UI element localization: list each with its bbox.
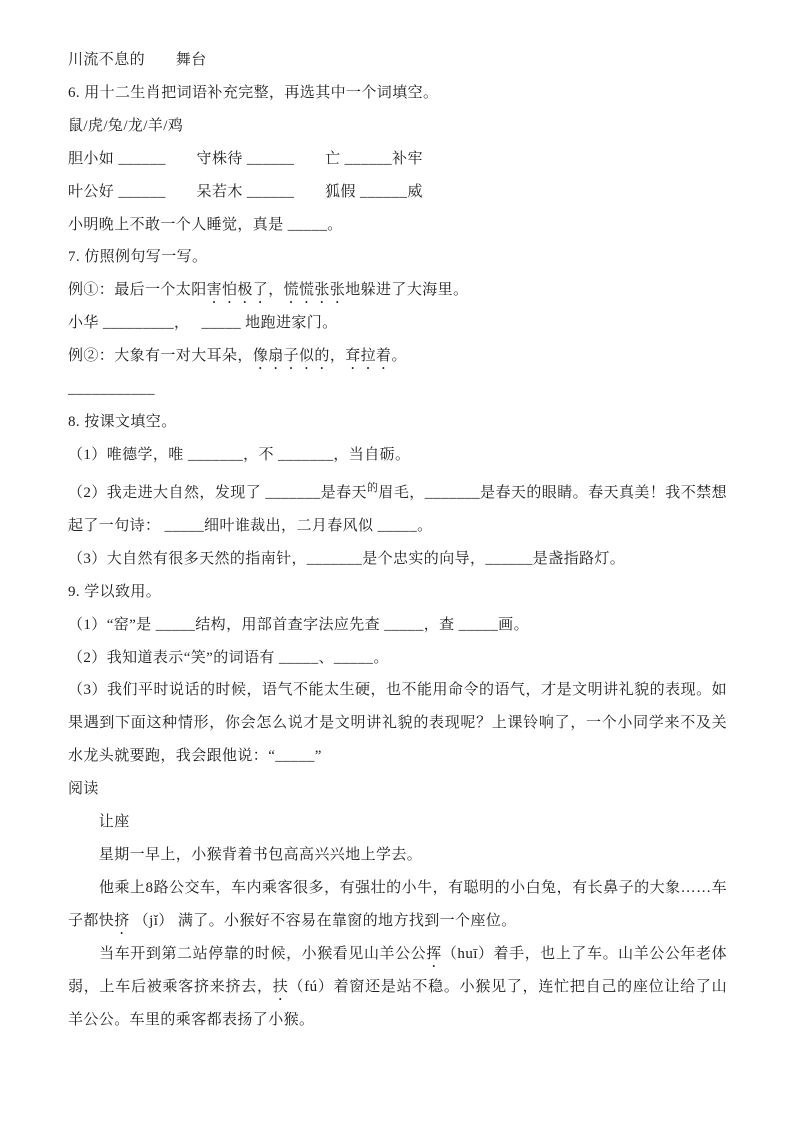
text-segment: 小华 _________， _____ 地跑进家门。 (68, 315, 338, 332)
imitation-blank-line (68, 307, 727, 340)
text-segment: 例①：最后一个太阳 (68, 282, 207, 299)
text-segment: ___________ (68, 381, 155, 398)
text-segment: 。 (391, 348, 407, 365)
text-segment: 鼠/虎/兔/龙/羊/鸡 (68, 117, 184, 134)
superscript-text: 的 (366, 481, 379, 494)
text-segment: 7. 仿照例句写一写。 (68, 249, 208, 266)
question-7-prompt (68, 241, 727, 274)
emphasized-text: 扶 (272, 978, 289, 995)
text-segment: ， (329, 348, 346, 365)
question-8-item-1 (68, 439, 727, 472)
reading-paragraph-3 (68, 938, 727, 1037)
text-segment: ， (268, 282, 284, 299)
reading-paragraph-1 (68, 839, 727, 872)
text-segment: 眉毛，_______是春天的眼睛。春天真美！我不禁想起了一句诗： _____细叶谁裁出，二月春风似 _____。 (68, 484, 727, 534)
zodiac-options (68, 110, 727, 143)
emphasized-text: 耷拉着 (345, 348, 392, 365)
reading-paragraph-2 (68, 872, 727, 938)
text-segment: （2）我走进大自然，发现了 _______是春天 (68, 484, 367, 501)
text-segment: 9. 学以致用。 (68, 583, 162, 600)
emphasized-text: 害怕极了 (206, 282, 269, 299)
text-segment: （1）“窑”是 _____结构，用部首查字法应先查 _____，查 _____画。 (68, 616, 529, 633)
text-segment: 阅读 (68, 781, 99, 798)
text-segment: 川流不息的 舞台 (68, 52, 207, 68)
example-sentence-2 (68, 340, 727, 373)
text-segment: （huī）着手，也上了车。山羊公公年老体弱，上车后被乘客挤来挤去， (68, 945, 728, 995)
question-8-item-2 (68, 472, 727, 543)
question-8-item-3 (68, 543, 727, 576)
fill-phrase-line (68, 44, 727, 77)
text-segment: 当车开到第二站停靠的时候，小猴看见山羊公公 (68, 945, 427, 962)
idiom-blanks-row-2 (68, 176, 727, 209)
question-9-prompt (68, 576, 727, 609)
text-segment: 星期一早上，小猴背着书包高高兴兴地上学去。 (68, 846, 423, 863)
answer-blank-line (68, 373, 727, 406)
reading-section-label (68, 773, 727, 806)
emphasized-text: 挥 (426, 945, 442, 962)
idiom-blanks-row-1 (68, 143, 727, 176)
text-segment: （3）大自然有很多天然的指南针，_______是个忠实的向导，______是盏指路灯。 (68, 550, 626, 567)
text-segment: 6. 用十二生肖把词语补充完整，再选其中一个词填空。 (68, 84, 439, 101)
question-6-prompt (68, 77, 727, 110)
text-segment: （1）唯德学，唯 _______，不 _______，当自砺。 (68, 447, 411, 464)
text-segment: 胆小如 ______ 守株待 ______ 亡 ______补牢 (68, 150, 423, 167)
emphasized-text: 像扇子似的 (252, 348, 330, 365)
text-segment: （jǐ） 满了。小猴好不容易在靠窗的地方找到一个座位。 (129, 912, 517, 929)
text-segment: 例②：大象有一对大耳朵， (68, 348, 253, 365)
text-segment: 叶公好 ______ 呆若木 ______ 狐假 ______威 (68, 183, 423, 200)
question-8-prompt (68, 406, 727, 439)
text-segment: （2）我知道表示“笑”的词语有 _____、_____。 (68, 649, 389, 666)
text-segment: 地躲进了大海里。 (345, 282, 469, 299)
text-segment: 让座 (68, 814, 130, 831)
text-segment: 小明晚上不敢一个人睡觉，真是 _____。 (68, 216, 343, 233)
text-segment: 他乘上8路公交车，车内乘客很多，有强壮的小牛，有聪明的小白兔，有长鼻子的大象……车子都快 (68, 879, 727, 929)
text-segment: （3）我们平时说话的时候，语气不能太生硬，也不能用命令的语气，才是文明讲礼貌的表现。如果遇到下面这种情形，你会怎么说才是文明讲礼貌的表现呢？上课铃响了，一个小同学来不及关水龙头就要跑，我会跟他说：“_____” (68, 682, 727, 765)
question-9-item-1 (68, 609, 727, 642)
question-9-item-3 (68, 674, 727, 773)
example-sentence-1 (68, 274, 727, 307)
text-segment: （fú）着窗还是站不稳。小猴见了，连忙把自己的座位让给了山羊公公。车里的乘客都表扬了小猴。 (68, 978, 727, 1028)
question-9-item-2 (68, 642, 727, 675)
idiom-sentence-blank (68, 209, 727, 242)
emphasized-text: 慌慌张张 (283, 282, 346, 299)
text-segment: 8. 按课文填空。 (68, 414, 177, 431)
emphasized-text: 挤 (114, 912, 130, 929)
reading-title (68, 806, 727, 839)
document-body (68, 44, 727, 1037)
